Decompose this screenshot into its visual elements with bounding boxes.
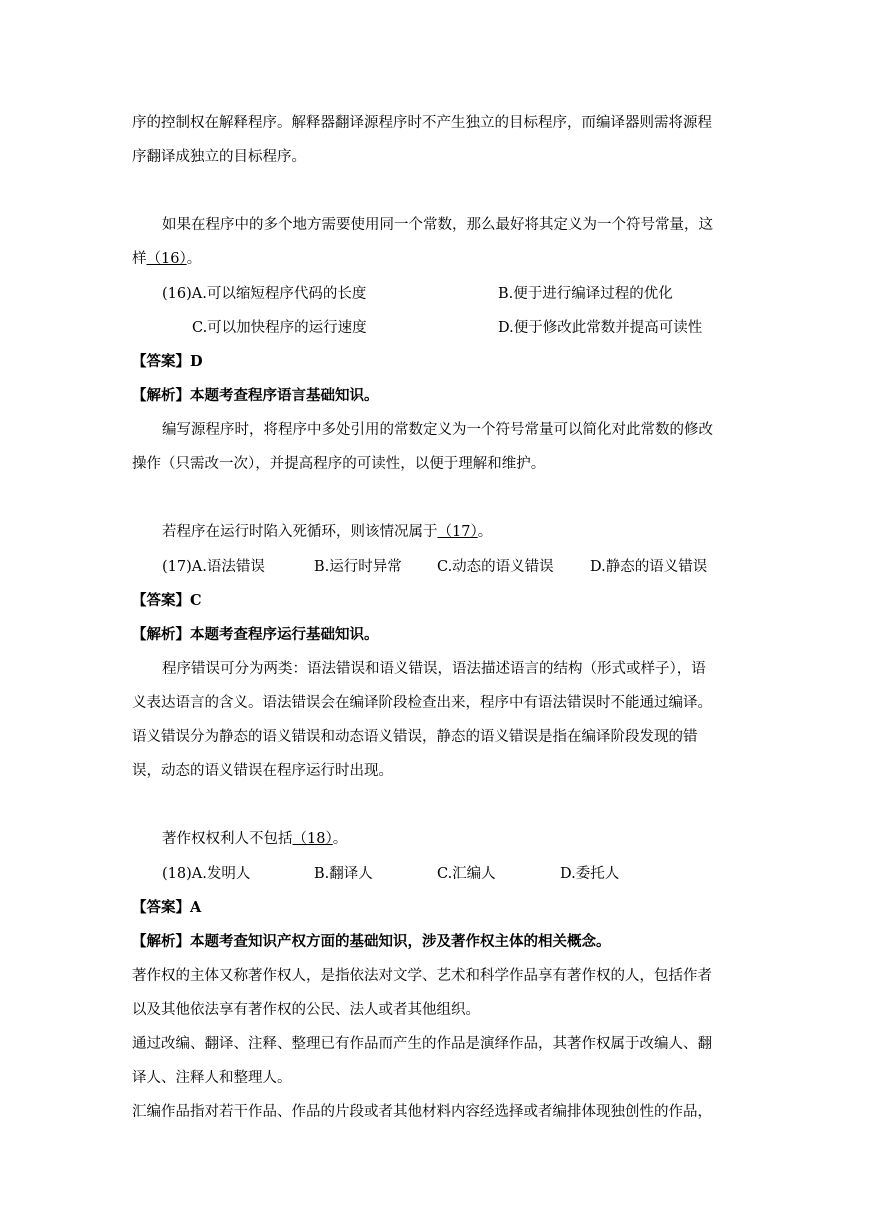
- q18-analysis-label: 【解析】: [132, 933, 190, 950]
- intro-line-1: 序的控制权在解释程序。解释器翻译源程序时不产生独立的目标程序，而编译器则需将源程: [132, 115, 712, 131]
- intro-line-2: 序翻译成独立的目标程序。: [132, 149, 306, 165]
- q17-analysis-title: 本题考查程序运行基础知识。: [190, 626, 379, 643]
- q17-answer-value: C: [190, 592, 202, 609]
- q16-option-b: B.便于进行编译过程的优化: [498, 286, 673, 302]
- q18-p2-line-2: 译人、注释人和整理人。: [132, 1070, 292, 1086]
- q18-p2-line-1: 通过改编、翻译、注释、整理已有作品而产生的作品是演绎作品，其著作权属于改编人、翻: [132, 1036, 712, 1052]
- q16-stem-line-2: [132, 249, 740, 269]
- q16-analysis-title: 本题考查程序语言基础知识。: [190, 387, 379, 404]
- q18-option-a: (18)A.发明人: [162, 866, 251, 882]
- q18-analysis-title: 本题考查知识产权方面的基础知识，涉及著作权主体的相关概念。: [190, 933, 611, 950]
- q17-analysis-heading: [132, 625, 740, 645]
- q16-blank: （16）: [146, 251, 187, 267]
- q18-answer-value: A: [190, 899, 202, 916]
- q18-stem-suffix: 。: [332, 831, 348, 847]
- q18-p1-line-1: 著作权的主体又称著作权人，是指依法对文学、艺术和科学作品享有著作权的人，包括作者: [132, 968, 712, 984]
- q16-analysis-label: 【解析】: [132, 387, 190, 404]
- q16-analysis-line-1: 编写源程序时，将程序中多处引用的常数定义为一个符号常量可以简化对此常数的修改: [162, 422, 713, 438]
- q16-stem-line-1: 如果在程序中的多个地方需要使用同一个常数，那么最好将其定义为一个符号常量，这: [162, 217, 713, 233]
- q18-p3-line-1: 汇编作品指对若干作品、作品的片段或者其他材料内容经选择或者编排体现独创性的作品，: [132, 1104, 712, 1120]
- q17-analysis-label: 【解析】: [132, 626, 190, 643]
- q18-blank: （18）: [292, 831, 333, 847]
- q17-analysis-line-3: 语义错误分为静态的语义错误和动态语义错误，静态的语义错误是指在编译阶段发现的错: [132, 729, 698, 745]
- q16-stem-prefix: 样: [132, 251, 147, 267]
- q18-p1-line-2: 以及其他依法享有著作权的公民、法人或者其他组织。: [132, 1002, 480, 1018]
- q17-analysis-line-1: 程序错误可分为两类：语法错误和语义错误，语法描述语言的结构（形式或样子），语: [162, 661, 706, 677]
- q17-stem-prefix: 若程序在运行时陷入死循环，则该情况属于: [162, 524, 438, 540]
- q18-option-b: B.翻译人: [314, 866, 373, 882]
- q16-option-a: (16)A.可以缩短程序代码的长度: [162, 286, 367, 302]
- q16-answer-value: D: [190, 353, 203, 370]
- q18-stem: [162, 829, 740, 849]
- q17-analysis-line-2: 义表达语言的含义。语法错误会在编译阶段检查出来，程序中有语法错误时不能通过编译。: [132, 695, 712, 711]
- q17-answer: [132, 591, 740, 611]
- q16-stem-suffix: 。: [186, 251, 202, 267]
- q16-option-c: C.可以加快程序的运行速度: [192, 320, 367, 336]
- q18-analysis-heading: [132, 932, 740, 952]
- q18-option-c: C.汇编人: [437, 866, 496, 882]
- q17-stem-suffix: 。: [477, 524, 493, 540]
- q17-answer-label: 【答案】: [132, 592, 190, 609]
- q17-option-a: (17)A.语法错误: [162, 559, 265, 575]
- q17-option-b: B.运行时异常: [314, 559, 402, 575]
- q16-option-d: D.便于修改此常数并提高可读性: [498, 320, 703, 336]
- q17-stem: [162, 522, 740, 542]
- q16-answer-label: 【答案】: [132, 353, 190, 370]
- q17-analysis-line-4: 误，动态的语义错误在程序运行时出现。: [132, 763, 393, 779]
- q16-answer: [132, 352, 740, 372]
- q18-answer: [132, 898, 740, 918]
- q18-option-d: D.委托人: [560, 866, 620, 882]
- q16-analysis-heading: [132, 386, 740, 406]
- q18-stem-prefix: 著作权权利人不包括: [162, 831, 293, 847]
- q17-option-c: C.动态的语义错误: [437, 559, 554, 575]
- q17-option-d: D.静态的语义错误: [590, 559, 708, 575]
- q18-answer-label: 【答案】: [132, 899, 190, 916]
- q16-analysis-line-2: 操作（只需改一次），并提高程序的可读性，以便于理解和维护。: [132, 456, 546, 472]
- q17-blank: （17）: [437, 524, 478, 540]
